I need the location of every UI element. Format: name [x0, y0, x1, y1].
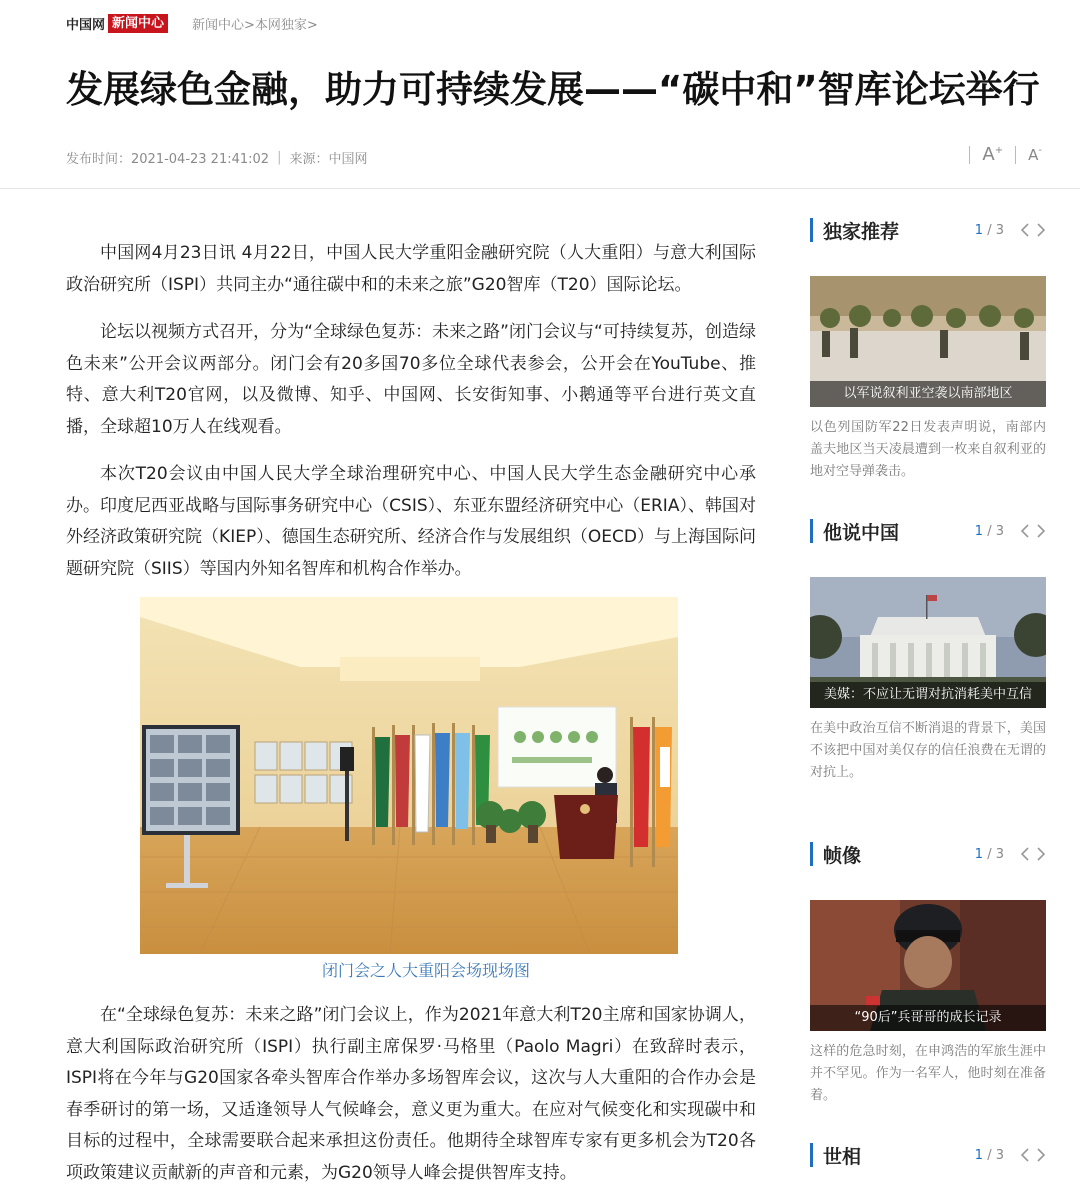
chevron-left-icon[interactable]	[1020, 1148, 1030, 1162]
top-bar	[66, 10, 318, 36]
chevron-right-icon[interactable]	[1036, 223, 1046, 237]
sidebar-image[interactable]	[810, 276, 1046, 407]
image-caption: 美媒：不应让无谓对抗消耗美中互信	[810, 682, 1046, 708]
article-body	[66, 238, 756, 601]
image-caption: 以军说叙利亚空袭以南部地区	[810, 381, 1046, 407]
article-paragraph: 在“全球绿色复苏：未来之路”闭门会议上，作为2021年意大利T20主席和国家协调人，意大利国际政治研究所（ISPI）执行副主席保罗·马格里（Paolo Magri）在致辞时表示，ISPI将在今年与G20国家各牵头智库合作举办多场智库会议，这次与人大重阳的合作办会是春季研讨的第一场，又适逢领导人气候峰会，意义更为重大。在应对气候变化和实现碳中和目标的过程中，全球需要联合起来承担这份责任。他期待全球智库专家有更多机会为T20各项政策建议贡献新的声音和元素，为G20领导人峰会提供智库支持。	[66, 1005, 756, 1183]
section-pager	[975, 524, 1004, 539]
font-decrease-label: A	[1028, 146, 1039, 164]
article-source: 来源：中国网	[289, 152, 368, 167]
meta-separator: |	[277, 150, 282, 165]
sidebar-description[interactable]: 以色列国防军22日发表声明说，南部内盖夫地区当天凌晨遭到一枚来自叙利亚的地对空导弹袭击。	[810, 420, 1046, 479]
sidebar-description[interactable]: 这样的危急时刻，在申鸿浩的军旅生涯中并不罕见。作为一名军人，他时刻在准备着。	[810, 1044, 1046, 1103]
article-body-continued	[66, 1000, 756, 1189]
font-size-controls	[957, 144, 1042, 165]
section-header	[810, 1143, 1046, 1167]
image-caption: “90后”兵哥哥的成长记录	[810, 1005, 1046, 1031]
page-total: / 3	[987, 222, 1004, 238]
page-total: / 3	[987, 523, 1004, 539]
sidebar-section-photos	[810, 842, 1046, 1107]
chevron-right-icon[interactable]	[1036, 847, 1046, 861]
page-current: 1	[974, 222, 984, 238]
news-center-logo[interactable]: 新闻中心	[108, 14, 168, 33]
section-title: 他说中国	[823, 521, 900, 544]
section-pager	[975, 223, 1004, 238]
article-title: 发展绿色金融，助力可持续发展——“碳中和”智库论坛举行	[66, 68, 1040, 111]
chevron-left-icon[interactable]	[1020, 847, 1030, 861]
chevron-left-icon[interactable]	[1020, 223, 1030, 237]
font-decrease-button[interactable]: A-	[1028, 145, 1042, 164]
divider	[1015, 146, 1016, 164]
section-title: 帧像	[823, 844, 862, 867]
font-increase-label: A	[982, 144, 995, 165]
sidebar-image[interactable]	[810, 577, 1046, 708]
article-paragraph: 论坛以视频方式召开，分为“全球绿色复苏：未来之路”闭门会议与“可持续复苏，创造绿色未来”公开会议两部分。闭门会有20多国70多位全球代表参会，公开会在YouTube、推特、意大利T20官网，以及微博、知乎、中国网、长安街知事、小鹅通等平台进行英文直播，全球超10万人在线观看。	[66, 322, 756, 437]
chevron-left-icon[interactable]	[1020, 524, 1030, 538]
section-header	[810, 842, 1046, 866]
header-divider	[0, 188, 1080, 189]
photo-caption: 闭门会之人大重阳会场现场图	[321, 961, 530, 980]
page-current: 1	[974, 523, 984, 539]
section-header	[810, 218, 1046, 242]
article-paragraph: 中国网4月23日讯 4月22日，中国人民大学重阳金融研究院（人大重阳）与意大利国际政治研究所（ISPI）共同主办“通往碳中和的未来之旅”G20智库（T20）国际论坛。	[66, 243, 756, 295]
sidebar-image[interactable]	[810, 900, 1046, 1031]
chevron-right-icon[interactable]	[1036, 1148, 1046, 1162]
sidebar-section-other-views	[810, 519, 1046, 784]
publish-time: 发布时间：2021-04-23 21:41:02	[66, 152, 270, 167]
page-current: 1	[974, 1147, 984, 1163]
section-pager	[975, 847, 1004, 862]
section-pager	[975, 1148, 1004, 1163]
site-logo[interactable]: 中国网	[66, 17, 106, 33]
section-header	[810, 519, 1046, 543]
sidebar-section-exclusive	[810, 218, 1046, 483]
divider	[969, 146, 970, 164]
article-paragraph: 本次T20会议由中国人民大学全球治理研究中心、中国人民大学生态金融研究中心承办。印度尼西亚战略与国际事务研究中心（CSIS）、东亚东盟经济研究中心（ERIA）、韩国对外经济政策研究院（KIEP）、德国生态研究所、经济合作与发展组织（OECD）与上海国际问题研究院（SIIS）等国内外知名智库和机构合作举办。	[66, 464, 756, 579]
page-total: / 3	[987, 846, 1004, 862]
page-total: / 3	[987, 1147, 1004, 1163]
sidebar-section-world	[810, 1143, 1046, 1167]
chevron-right-icon[interactable]	[1036, 524, 1046, 538]
article-photo	[140, 597, 678, 954]
article-meta	[66, 148, 367, 167]
font-increase-button[interactable]: A+	[982, 144, 1004, 165]
sidebar-description[interactable]: 在美中政治互信不断消退的背景下，美国不该把中国对美仅存的信任浪费在无谓的对抗上。	[810, 721, 1046, 780]
page-current: 1	[974, 846, 984, 862]
breadcrumb[interactable]: 新闻中心>本网独家>	[192, 17, 318, 33]
section-title: 世相	[823, 1145, 862, 1168]
section-title: 独家推荐	[823, 220, 900, 243]
